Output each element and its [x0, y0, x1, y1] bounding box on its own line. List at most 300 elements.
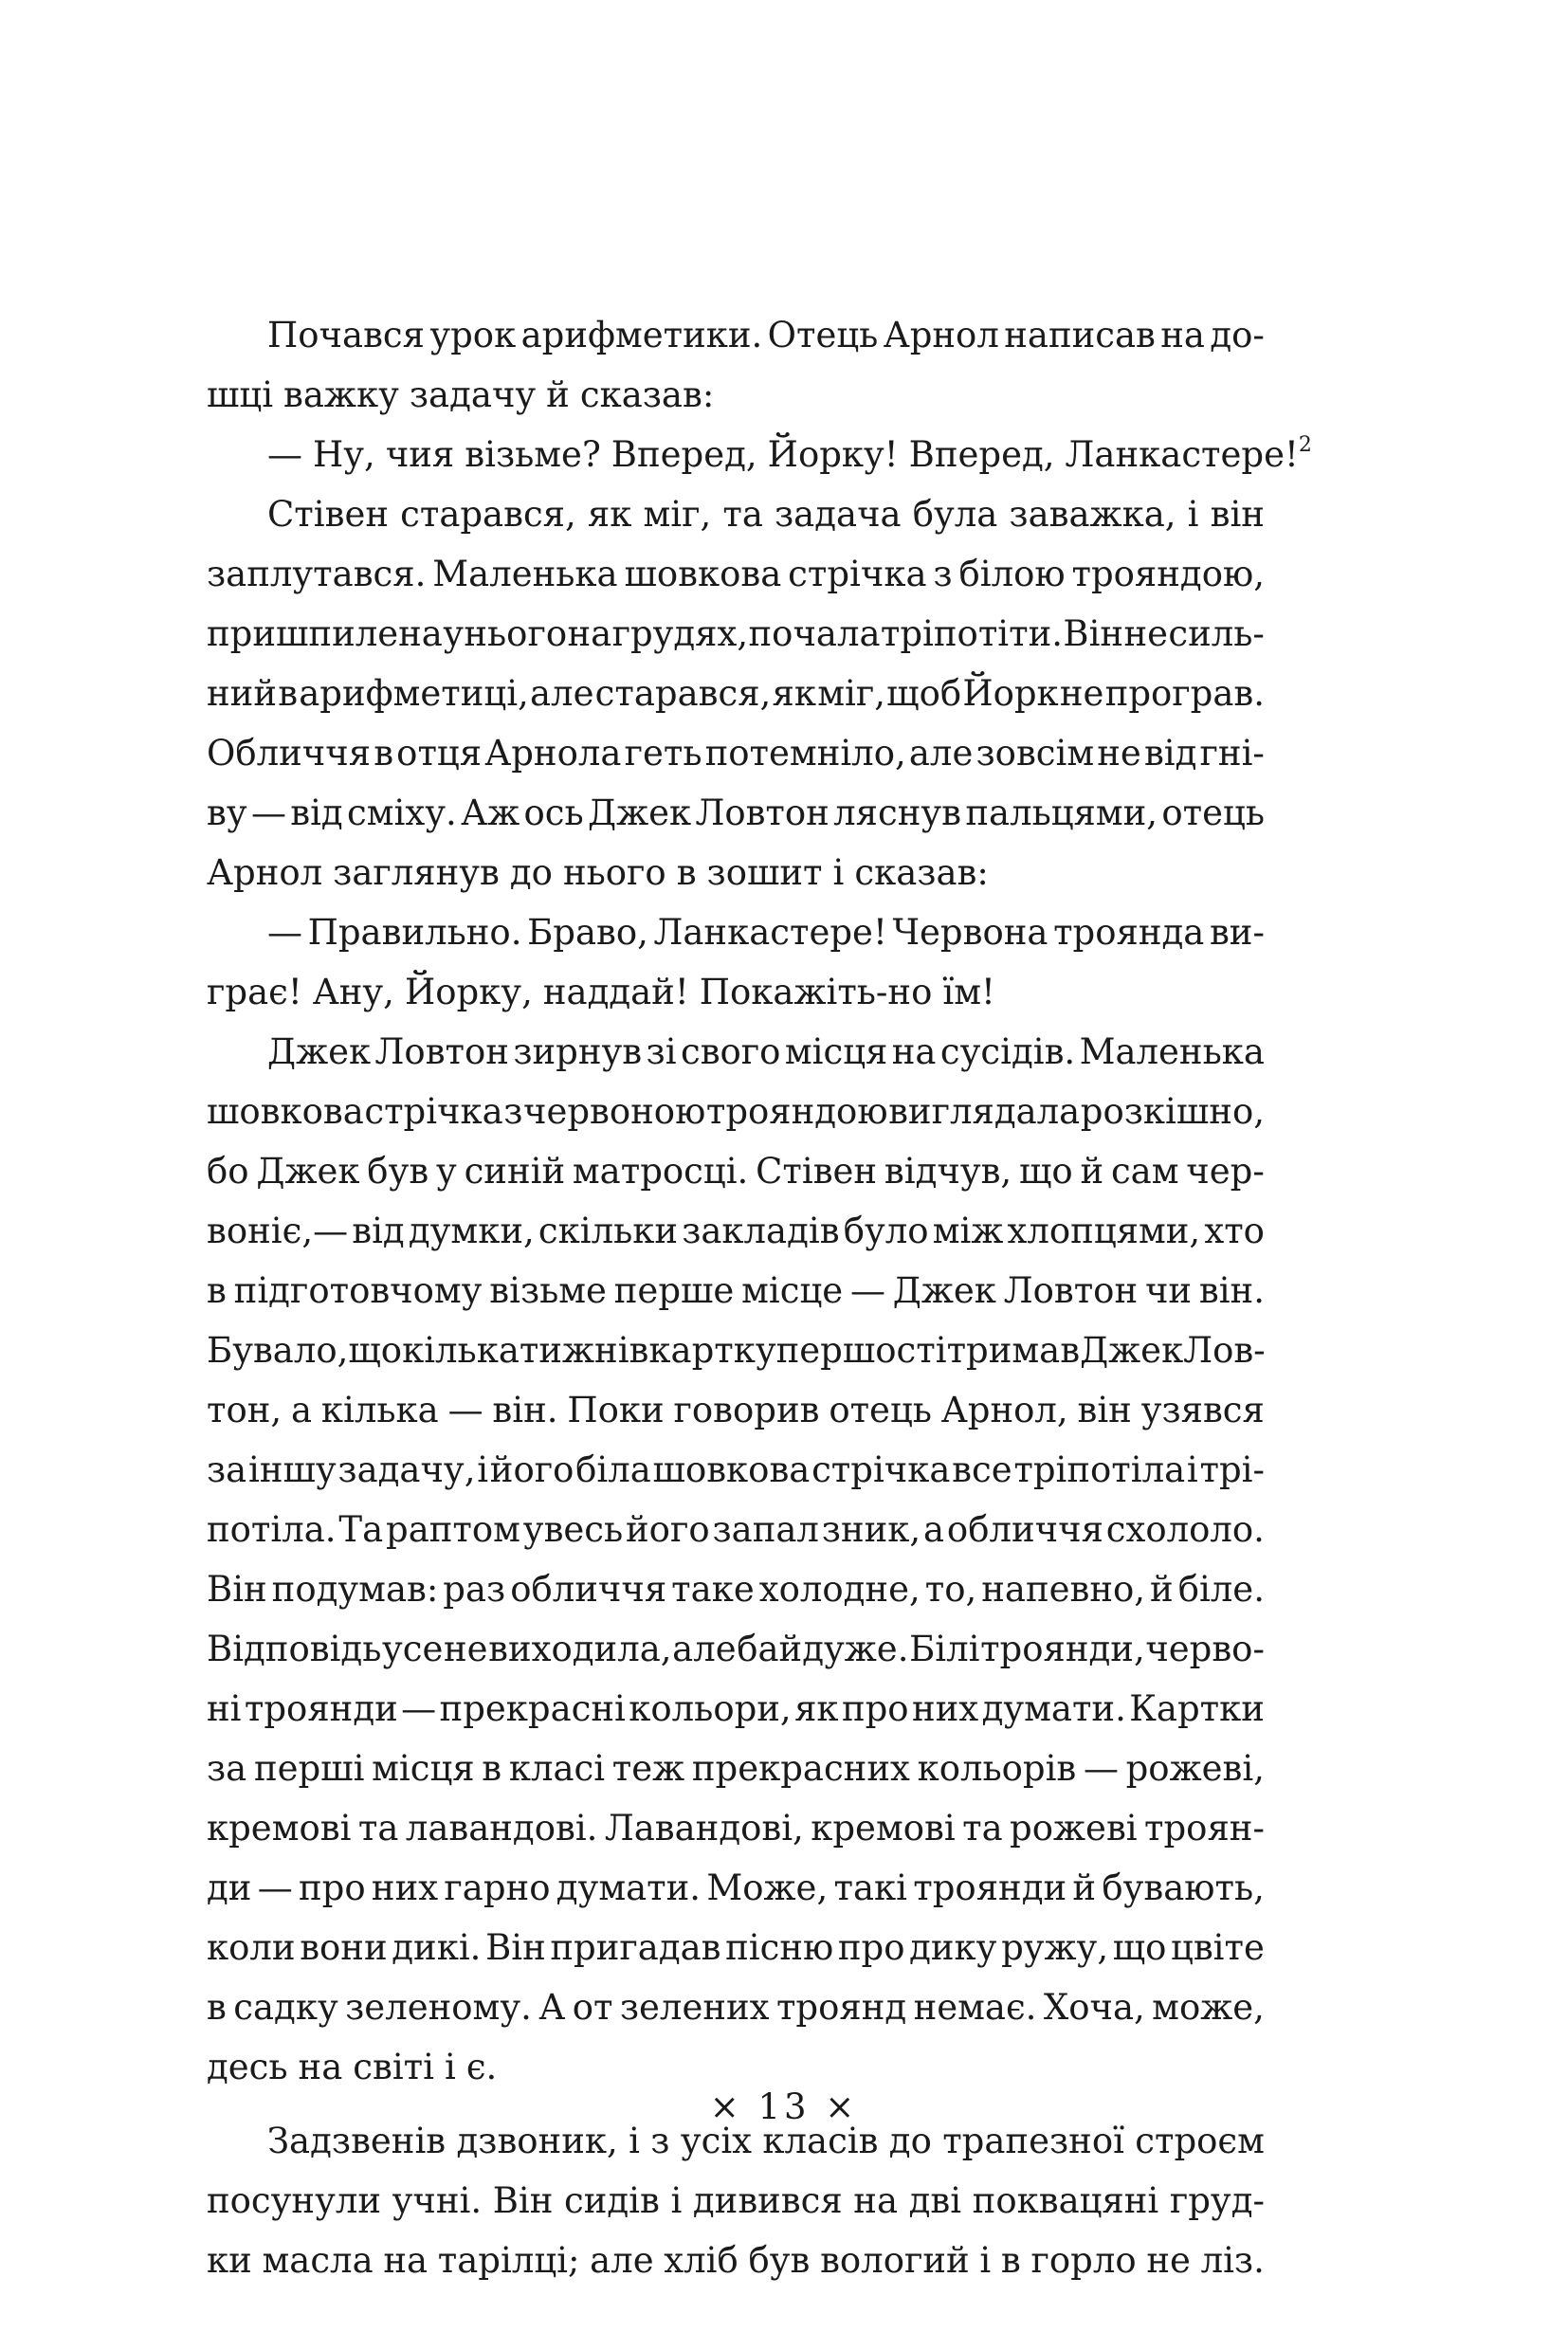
word: Йорк — [962, 673, 1059, 714]
word: хто — [1204, 1211, 1265, 1251]
word: Браво, — [527, 912, 648, 953]
word: троянди — [913, 1867, 1067, 1908]
word: увесь — [522, 1509, 624, 1550]
word: що — [1112, 1927, 1167, 1968]
word: Бувало, — [207, 1330, 349, 1371]
word: троянд — [775, 1987, 907, 2028]
word: світі — [353, 2047, 434, 2087]
page-number: × 13 × — [709, 2086, 859, 2127]
word: розкішно, — [1080, 1091, 1265, 1132]
word: Лов- — [1183, 1330, 1266, 1371]
word: Йорку! — [767, 434, 899, 475]
word: до — [888, 2121, 932, 2161]
word: а — [923, 1509, 945, 1550]
word: щоб — [886, 673, 962, 714]
word: не — [1146, 2240, 1191, 2281]
word: він. — [492, 1390, 558, 1430]
word: кольорів — [917, 1748, 1077, 1789]
word: прекрасні — [439, 1688, 626, 1729]
word: і — [629, 2121, 640, 2161]
word: Ану, — [312, 972, 394, 1012]
word: ліз. — [1200, 2240, 1265, 2281]
word: гарно — [444, 1867, 551, 1908]
word: Ловтон — [374, 1031, 509, 1072]
word: тріпотіти. — [880, 613, 1064, 654]
word: обличчя — [510, 1569, 667, 1610]
word: раптом — [386, 1509, 520, 1550]
word: він — [1077, 1390, 1132, 1430]
word: Джек — [892, 1270, 996, 1311]
word: трапезної — [942, 2121, 1124, 2161]
word: Вперед, — [611, 434, 757, 475]
word: він — [1210, 494, 1265, 535]
word: ось — [523, 792, 584, 833]
word: візьме? — [465, 434, 601, 475]
word: грає! — [207, 972, 302, 1012]
word: садку — [233, 1987, 338, 2028]
word: зелених — [619, 1987, 770, 2028]
word: строєм — [1135, 2121, 1265, 2161]
word: — — [447, 1390, 483, 1430]
word: кілька — [320, 1390, 439, 1430]
word: — — [257, 1867, 293, 1908]
word: все — [952, 1449, 1012, 1490]
word: Джек — [587, 792, 692, 833]
word: раз — [443, 1569, 506, 1610]
word: що — [348, 1330, 403, 1371]
word: рожеві — [1010, 1808, 1138, 1849]
word: але — [590, 2240, 654, 2281]
word: задачу — [409, 374, 537, 415]
word: і — [477, 1449, 489, 1490]
word: трі- — [1199, 1449, 1265, 1490]
word: урок — [429, 315, 517, 355]
word: він. — [1198, 1270, 1265, 1311]
word: візьме — [489, 1270, 607, 1311]
word: Він — [485, 1927, 546, 1968]
word: них — [371, 1867, 439, 1908]
word: виглядала — [888, 1091, 1081, 1132]
word: тримав — [946, 1330, 1081, 1371]
text-line — [207, 1918, 1265, 1977]
word: Він — [492, 2180, 554, 2221]
word: говорив — [673, 1390, 820, 1430]
word: класів — [762, 2121, 879, 2161]
word: Арнола — [484, 733, 622, 774]
word: ружу, — [1001, 1927, 1109, 1968]
word: закладів — [682, 1211, 840, 1251]
word: сміху. — [347, 792, 457, 833]
text-line — [207, 1500, 1265, 1559]
word: геть — [624, 733, 702, 774]
word: на — [567, 613, 612, 654]
text-line — [207, 365, 1265, 425]
word: та — [722, 494, 763, 535]
word: ляснув — [833, 792, 962, 833]
word: на — [1160, 315, 1205, 355]
word: Ловтон — [695, 792, 830, 833]
word: — — [1083, 1748, 1119, 1789]
word: ви- — [1209, 912, 1265, 953]
word: заплутався. — [207, 554, 427, 594]
word: цвіте — [1171, 1927, 1265, 1968]
word: Йорку, — [404, 972, 533, 1012]
word: в — [1000, 2240, 1021, 2281]
text-line — [207, 962, 1265, 1022]
word: Почався — [267, 315, 425, 355]
word: Покажіть-но — [699, 972, 933, 1012]
word: Маленька — [432, 554, 618, 594]
word: важку — [283, 374, 399, 415]
word: зник, — [821, 1509, 921, 1550]
word: наддай! — [542, 972, 689, 1012]
word: вологий — [820, 2240, 970, 2281]
word: про — [841, 1688, 909, 1729]
word: Стівен — [756, 1151, 878, 1192]
word: Картки — [1129, 1688, 1265, 1729]
word: чи — [1144, 1270, 1193, 1311]
word: шовкова — [207, 1091, 364, 1132]
word: в — [278, 673, 299, 714]
word: і — [1186, 1449, 1198, 1490]
word: пальцями, — [965, 792, 1158, 833]
word: зошит — [706, 852, 823, 893]
word: дику — [909, 1927, 997, 1968]
word: учні. — [392, 2180, 483, 2221]
word: Джек — [267, 1031, 372, 1072]
word: усе — [381, 1629, 444, 1669]
word: Арнол — [883, 315, 999, 355]
word: воніє,— — [207, 1211, 349, 1251]
word: відчув, — [884, 1151, 1012, 1192]
word: бо — [207, 1151, 249, 1192]
word: Хоча, — [1043, 1987, 1145, 2028]
word: і — [1187, 494, 1199, 535]
word: програв. — [1104, 673, 1265, 714]
word: на — [298, 2047, 343, 2087]
word: написав — [1004, 315, 1156, 355]
word: Арнол — [207, 852, 323, 893]
word: сам — [1110, 1151, 1179, 1192]
word: Джек — [1080, 1330, 1184, 1371]
word: троянда — [1053, 912, 1205, 953]
word: байдуже. — [737, 1629, 909, 1669]
word: Поки — [567, 1390, 665, 1430]
word: прекрасних — [691, 1748, 910, 1789]
word: отця — [396, 733, 483, 774]
word: старався, — [594, 673, 772, 714]
text-line — [207, 902, 1265, 962]
word: як — [587, 494, 632, 535]
word: стрічка — [788, 554, 927, 594]
word: кольори, — [629, 1688, 792, 1729]
word: — — [401, 1688, 437, 1729]
word: Та — [338, 1509, 384, 1550]
word: був — [748, 2240, 811, 2281]
text-line — [207, 425, 1312, 484]
text-line — [207, 1559, 1265, 1619]
word: не — [1059, 673, 1104, 714]
word: думки, — [408, 1211, 535, 1251]
word: білою — [958, 554, 1066, 594]
word: в — [207, 1987, 227, 2028]
word: масла — [262, 2240, 374, 2281]
word: стрічка — [364, 1091, 503, 1132]
word: рожеві, — [1125, 1748, 1265, 1789]
text-line — [207, 1141, 1265, 1201]
word: був — [367, 1151, 429, 1192]
word: схололо. — [1105, 1509, 1265, 1550]
body-text — [207, 305, 1312, 2290]
word: напевно, — [981, 1569, 1146, 1610]
word: в — [482, 1748, 502, 1789]
word: і — [832, 852, 845, 893]
word: дикі. — [392, 1927, 482, 1968]
word: до — [509, 852, 553, 893]
word: біла — [575, 1449, 651, 1490]
word: Ланкастере! — [653, 912, 887, 953]
word: поквацяні — [972, 2180, 1159, 2221]
word: Він — [207, 1569, 267, 1610]
word: отець — [829, 1390, 932, 1430]
word: свого — [680, 1031, 781, 1072]
word: нього — [464, 613, 568, 654]
text-line — [207, 843, 1265, 902]
word: груд- — [1169, 2180, 1265, 2221]
word: Червона — [892, 912, 1048, 953]
word: Він — [1063, 613, 1124, 654]
word: хлопцями, — [1007, 1211, 1201, 1251]
text-line — [207, 2171, 1265, 2231]
word: міг, — [643, 494, 712, 535]
word: запал — [712, 1509, 819, 1550]
word: таке — [671, 1569, 755, 1610]
word: холодне, — [758, 1569, 921, 1610]
word: за — [207, 1748, 247, 1789]
word: шовкова — [624, 554, 782, 594]
word: але — [908, 733, 974, 774]
word: про — [299, 1867, 366, 1908]
word: троянди, — [980, 1629, 1145, 1669]
word: була — [912, 494, 998, 535]
word: їм! — [942, 972, 995, 1012]
word: ні — [207, 1688, 242, 1729]
word: було — [843, 1211, 929, 1251]
word: нього — [562, 852, 666, 893]
word: почала — [748, 613, 881, 654]
word: синій — [464, 1151, 566, 1192]
word: з — [933, 554, 953, 594]
text-line — [207, 544, 1265, 604]
word: про — [837, 1927, 905, 1968]
word: й — [1072, 1867, 1097, 1908]
word: червоною — [522, 1091, 706, 1132]
word: іншу — [247, 1449, 337, 1490]
word: що — [1018, 1151, 1073, 1192]
word: старався, — [400, 494, 576, 535]
word: хліб — [664, 2240, 738, 2281]
word: але — [530, 673, 594, 714]
word: в — [207, 1270, 227, 1311]
word: перші — [253, 1748, 365, 1789]
word: першості — [775, 1330, 947, 1371]
word: пригадав — [550, 1927, 721, 1968]
word: пришпилена — [207, 613, 443, 654]
word: трояндою — [705, 1091, 888, 1132]
word: тріпотіла — [1013, 1449, 1186, 1490]
word: них — [911, 1688, 979, 1729]
word: є. — [465, 2047, 498, 2087]
word: кремові — [207, 1808, 352, 1849]
word: Маленька — [1079, 1031, 1265, 1072]
text-line — [207, 1082, 1265, 1141]
word: потемніло, — [704, 733, 906, 774]
word: не — [1097, 733, 1141, 774]
word: підготовчому — [233, 1270, 483, 1311]
word: шовкова — [652, 1449, 811, 1490]
word: кремові — [811, 1808, 956, 1849]
word: чер- — [1186, 1151, 1265, 1192]
word: Стівен — [267, 494, 390, 535]
text-line — [207, 1022, 1265, 1082]
word: горло — [1030, 2240, 1137, 2281]
word: може, — [1152, 1987, 1265, 2028]
word: біле. — [1177, 1569, 1265, 1610]
word: від — [290, 792, 343, 833]
word: з — [503, 1091, 523, 1132]
word: місця — [784, 1031, 888, 1072]
word: думати. — [981, 1688, 1126, 1729]
word: кілька — [402, 1330, 520, 1371]
word: обличчя — [946, 1509, 1103, 1550]
text-line — [207, 484, 1265, 544]
word: на — [891, 1031, 937, 1072]
word: ву — [207, 792, 247, 833]
word: то, — [924, 1569, 977, 1610]
word: від — [1143, 733, 1197, 774]
word: пісню — [725, 1927, 834, 1968]
text-line — [207, 783, 1265, 843]
word: зі — [646, 1031, 677, 1072]
word: Може, — [706, 1867, 829, 1908]
word: тижнів — [519, 1330, 649, 1371]
word: задача — [774, 494, 902, 535]
word: дивився — [692, 2180, 843, 2221]
word: гні- — [1199, 733, 1265, 774]
word: з — [650, 2121, 670, 2161]
word: стрічка — [811, 1449, 951, 1490]
word: Лавандові, — [604, 1808, 804, 1849]
word: заважка, — [1009, 494, 1176, 535]
word: на — [383, 2240, 428, 2281]
word: тон, — [207, 1390, 283, 1430]
word: і — [670, 2180, 683, 2221]
text-line — [207, 1201, 1265, 1261]
word: як — [794, 1688, 839, 1729]
word: в — [374, 733, 394, 774]
word: подумав: — [271, 1569, 439, 1610]
word: за — [207, 1449, 247, 1490]
word: Отець — [767, 315, 879, 355]
footnote-marker: 2 — [1298, 433, 1312, 457]
word: матросці. — [572, 1151, 749, 1192]
text-line — [207, 1798, 1265, 1858]
word: вони — [300, 1927, 388, 1968]
word: не — [1123, 613, 1168, 654]
word: і — [979, 2240, 992, 2281]
word: до- — [1210, 315, 1265, 355]
word: Вперед, — [908, 434, 1055, 475]
word: — — [250, 792, 286, 833]
word: — — [849, 1270, 885, 1311]
text-line — [207, 1440, 1265, 1500]
word: місця — [372, 1748, 475, 1789]
word: Задзвенів — [267, 2121, 447, 2161]
word: усіх — [680, 2121, 753, 2161]
word: Аж — [461, 792, 520, 833]
word: арифметиці, — [299, 673, 529, 714]
word: від — [352, 1211, 405, 1251]
word: сказав: — [854, 852, 989, 893]
text-line — [207, 1380, 1265, 1440]
word: міг, — [817, 673, 885, 714]
word: Обличчя — [207, 733, 372, 774]
text-line — [207, 1858, 1265, 1918]
word: у — [443, 613, 464, 654]
word: місце — [741, 1270, 844, 1311]
word: Ланкастере!$^2$ — [1065, 433, 1312, 475]
word: сидів — [564, 2180, 660, 2221]
word: грудях, — [611, 613, 749, 654]
word: дзвоник, — [456, 2121, 618, 2161]
word: перше — [613, 1270, 735, 1311]
word: дві — [908, 2180, 962, 2221]
word: арифметики. — [520, 315, 763, 355]
word: зирнув — [513, 1031, 643, 1072]
word: а — [291, 1390, 313, 1430]
word: — — [267, 912, 302, 953]
word: й — [546, 374, 570, 415]
word: Білі — [909, 1629, 980, 1669]
word: не — [443, 1629, 488, 1669]
word: і — [444, 2047, 456, 2087]
word: виходила, — [488, 1629, 672, 1669]
word: шці — [207, 374, 274, 415]
text-line — [207, 1977, 1265, 2037]
text-line — [207, 1321, 1265, 1380]
word: черво- — [1145, 1629, 1265, 1669]
word: Ловтон — [1003, 1270, 1139, 1311]
word: зеленому. — [345, 1987, 532, 2028]
word: класі — [508, 1748, 606, 1789]
word: десь — [207, 2047, 288, 2087]
word: А — [538, 1987, 566, 2028]
word: троянди — [244, 1688, 398, 1729]
word: та — [962, 1808, 1003, 1849]
word: зовсім — [975, 733, 1095, 774]
word: от — [572, 1987, 613, 2028]
word: — — [267, 434, 302, 475]
word: Відповідь — [207, 1629, 382, 1669]
word: тарілці; — [437, 2240, 580, 2281]
word: Правильно. — [307, 912, 522, 953]
word: Джек — [256, 1151, 360, 1192]
text-line — [207, 1739, 1265, 1798]
word: Ну, — [313, 434, 375, 475]
text-line — [207, 2231, 1265, 2290]
word: картку — [648, 1330, 776, 1371]
word: силь- — [1168, 613, 1265, 654]
